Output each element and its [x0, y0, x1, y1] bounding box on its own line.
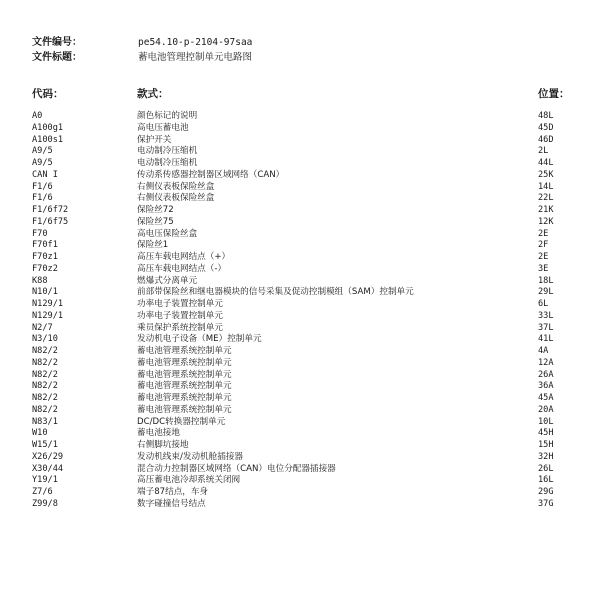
- row-code: A0: [32, 111, 43, 121]
- row-position: 10L: [538, 416, 554, 427]
- table-row: [0, 475, 601, 487]
- row-position: 12A: [538, 357, 554, 368]
- row-code: N82/2: [32, 404, 58, 415]
- row-description: 高压蓄电池冷却系统关闭阀: [137, 475, 241, 486]
- row-code: A100s1: [32, 134, 64, 145]
- row-position: 2F: [538, 240, 549, 251]
- row-code: Z7/6: [32, 487, 53, 497]
- doc-title-value: 蓄电池管理控制单元电路图: [138, 52, 253, 63]
- row-code: W10: [32, 428, 48, 439]
- table-row: [0, 146, 601, 158]
- row-code: N82/2: [32, 381, 58, 392]
- table-row: [0, 452, 601, 464]
- row-position: 41L: [538, 334, 554, 345]
- row-description: 高压车载电网结点（-）: [137, 263, 227, 274]
- row-description: 电动制冷压缩机: [137, 146, 198, 157]
- row-position: 18L: [538, 275, 554, 286]
- row-code: N82/2: [32, 393, 58, 403]
- row-description: 保险丝75: [137, 216, 174, 227]
- row-description: 右侧仪表板保险丝盒: [137, 181, 215, 192]
- row-code: N2/7: [32, 322, 53, 333]
- row-code: A9/5: [32, 158, 53, 168]
- table-row: [0, 311, 601, 323]
- row-description: 功率电子装置控制单元: [137, 299, 223, 309]
- row-code: Y19/1: [32, 475, 58, 486]
- row-code: F70z1: [32, 252, 58, 262]
- table-row: [0, 428, 601, 440]
- table-row: [0, 229, 601, 241]
- row-description: 保险丝1: [137, 240, 169, 251]
- row-position: 37G: [538, 498, 554, 509]
- row-code: X30/44: [32, 463, 64, 474]
- row-description: 乘员保护系统控制单元: [137, 322, 223, 333]
- table-row: [0, 334, 601, 346]
- column-header-position: 位置：: [538, 88, 570, 100]
- table-row: [0, 417, 601, 429]
- doc-title-row: [32, 51, 432, 65]
- row-description: DC/DC转换器控制单元: [137, 416, 226, 427]
- doc-number-value: pe54.10-p-2104-97saa: [138, 37, 253, 48]
- row-position: 2E: [538, 252, 549, 262]
- row-description: 高电压蓄电池: [137, 122, 189, 133]
- row-position: 45D: [538, 122, 554, 133]
- row-position: 36A: [538, 381, 554, 392]
- row-description: 混合动力控制器区域网络（CAN）电位分配器插接器: [137, 463, 336, 474]
- doc-number-row: [32, 36, 432, 50]
- row-description: 蓄电池管理系统控制单元: [137, 393, 232, 403]
- table-row: [0, 370, 601, 382]
- table-row: [0, 276, 601, 288]
- row-position: 22L: [538, 193, 554, 204]
- row-code: F1/6: [32, 181, 53, 192]
- row-position: 37L: [538, 322, 554, 333]
- row-description: 颜色标记的说明: [137, 111, 198, 121]
- row-description: 前部带保险丝和继电器模块的信号采集及促动控制模组（SAM）控制单元: [137, 287, 414, 298]
- table-row: [0, 170, 601, 182]
- row-position: 26L: [538, 463, 554, 474]
- row-description: 燃爆式分离单元: [137, 275, 198, 286]
- row-code: F70z2: [32, 263, 58, 274]
- row-code: Z99/8: [32, 498, 58, 509]
- table-row: [0, 499, 601, 511]
- table-row: [0, 464, 601, 476]
- row-position: 33L: [538, 310, 554, 321]
- row-code: N83/1: [32, 416, 58, 427]
- component-list: [0, 111, 601, 511]
- row-code: N82/2: [32, 369, 58, 380]
- table-row: [0, 205, 601, 217]
- row-position: 29L: [538, 287, 554, 298]
- table-row: [0, 299, 601, 311]
- row-description: 发动机电子设备（ME）控制单元: [137, 334, 262, 345]
- row-code: N129/1: [32, 299, 64, 309]
- table-row: [0, 135, 601, 147]
- row-position: 3E: [538, 263, 549, 274]
- row-code: N3/10: [32, 334, 58, 345]
- row-code: F70: [32, 228, 48, 239]
- row-description: 保护开关: [137, 134, 172, 145]
- row-code: N129/1: [32, 310, 64, 321]
- row-position: 20A: [538, 404, 554, 415]
- table-row: [0, 193, 601, 205]
- row-position: 45H: [538, 428, 554, 439]
- row-description: 功率电子装置控制单元: [137, 310, 223, 321]
- row-code: W15/1: [32, 440, 58, 450]
- row-description: 蓄电池管理系统控制单元: [137, 357, 232, 368]
- row-position: 2L: [538, 146, 549, 157]
- row-description: 高压车载电网结点（+）: [137, 252, 231, 262]
- table-row: [0, 287, 601, 299]
- row-position: 4A: [538, 346, 549, 356]
- row-position: 16L: [538, 475, 554, 486]
- row-position: 25K: [538, 169, 554, 180]
- row-description: 传动系传感器控制器区域网络（CAN）: [137, 169, 285, 180]
- row-code: F1/6f75: [32, 216, 69, 227]
- table-row: [0, 358, 601, 370]
- row-description: 右侧脚坑接地: [137, 440, 189, 450]
- table-row: [0, 405, 601, 417]
- row-description: 数字碰撞信号结点: [137, 498, 206, 509]
- table-row: [0, 393, 601, 405]
- row-description: 保险丝72: [137, 205, 174, 215]
- doc-title-label: 文件标题：: [32, 52, 82, 63]
- row-code: N82/2: [32, 357, 58, 368]
- row-description: 发动机线束/发动机舱插接器: [137, 451, 244, 462]
- row-code: A100g1: [32, 122, 64, 133]
- table-row: [0, 123, 601, 135]
- table-row: [0, 217, 601, 229]
- row-code: N82/2: [32, 346, 58, 356]
- row-position: 29G: [538, 487, 554, 497]
- table-row: [0, 346, 601, 358]
- row-description: 端子87结点，车身: [137, 487, 209, 497]
- row-position: 46D: [538, 134, 554, 145]
- table-row: [0, 240, 601, 252]
- row-code: F1/6: [32, 193, 53, 204]
- row-description: 蓄电池管理系统控制单元: [137, 381, 232, 392]
- row-position: 14L: [538, 181, 554, 192]
- row-description: 高电压保险丝盒: [137, 228, 198, 239]
- table-row: [0, 381, 601, 393]
- row-description: 电动制冷压缩机: [137, 158, 198, 168]
- row-code: F70f1: [32, 240, 58, 251]
- row-position: 2E: [538, 228, 549, 239]
- row-position: 44L: [538, 158, 554, 168]
- row-position: 6L: [538, 299, 549, 309]
- row-code: A9/5: [32, 146, 53, 157]
- column-header-model: 款式：: [137, 88, 169, 100]
- row-code: CAN I: [32, 169, 58, 180]
- doc-number-label: 文件编号：: [32, 37, 82, 48]
- table-row: [0, 158, 601, 170]
- row-code: K88: [32, 275, 48, 286]
- table-row: [0, 440, 601, 452]
- row-description: 蓄电池管理系统控制单元: [137, 346, 232, 356]
- row-position: 21K: [538, 205, 554, 215]
- row-position: 12K: [538, 216, 554, 227]
- table-row: [0, 487, 601, 499]
- table-row: [0, 111, 601, 123]
- row-position: 15H: [538, 440, 554, 450]
- column-header-code: 代码：: [32, 88, 64, 100]
- row-position: 45A: [538, 393, 554, 403]
- table-row: [0, 323, 601, 335]
- row-position: 26A: [538, 369, 554, 380]
- row-position: 48L: [538, 111, 554, 121]
- row-description: 右侧仪表板保险丝盒: [137, 193, 215, 204]
- row-code: N10/1: [32, 287, 58, 298]
- table-row: [0, 252, 601, 264]
- row-code: F1/6f72: [32, 205, 69, 215]
- table-row: [0, 182, 601, 194]
- row-code: X26/29: [32, 451, 64, 462]
- row-description: 蓄电池管理系统控制单元: [137, 369, 232, 380]
- row-description: 蓄电池接地: [137, 428, 180, 439]
- row-position: 32H: [538, 451, 554, 462]
- row-description: 蓄电池管理系统控制单元: [137, 404, 232, 415]
- table-row: [0, 264, 601, 276]
